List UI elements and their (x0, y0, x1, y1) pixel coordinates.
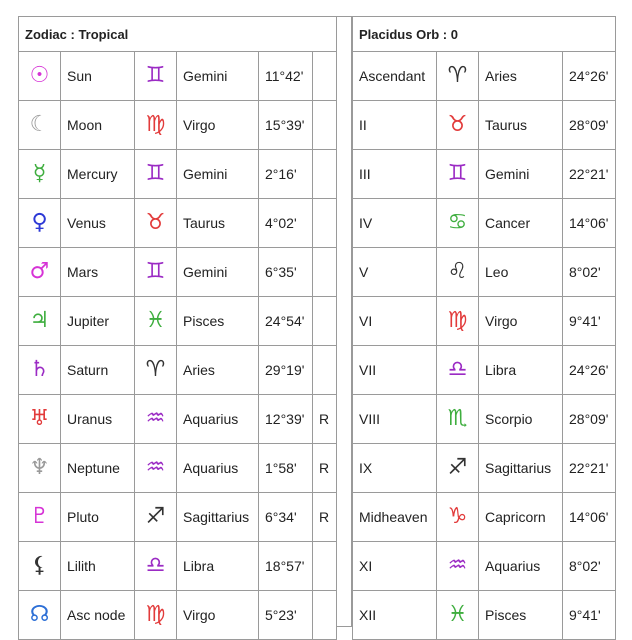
planet-name: Saturn (61, 346, 135, 395)
zodiac-header: Zodiac : Tropical (19, 17, 337, 52)
leo-icon: ♌ (447, 259, 468, 284)
planet-icon-cell (19, 542, 61, 591)
planet-name: Mars (61, 248, 135, 297)
degree-value: 8°02' (563, 542, 616, 591)
sign-name: Aries (177, 346, 259, 395)
planet-icon-cell (19, 346, 61, 395)
degree-value: 22°21' (563, 150, 616, 199)
house-row[interactable] (353, 150, 616, 199)
sign-name: Aries (479, 52, 563, 101)
aries-icon: ♈ (447, 63, 468, 88)
house-name: IV (353, 199, 437, 248)
planet-row[interactable] (19, 591, 337, 640)
planet-row[interactable] (19, 248, 337, 297)
mars-icon: ♂ (29, 259, 50, 284)
planet-row[interactable] (19, 395, 337, 444)
sign-name: Libra (479, 346, 563, 395)
house-name: VI (353, 297, 437, 346)
degree-value: 6°35' (259, 248, 313, 297)
saturn-icon: ♄ (29, 357, 50, 382)
virgo-icon: ♍ (447, 308, 468, 333)
sign-name: Virgo (479, 297, 563, 346)
planet-row[interactable] (19, 297, 337, 346)
sign-icon-cell (437, 493, 479, 542)
planet-row[interactable] (19, 542, 337, 591)
sign-icon-cell (437, 52, 479, 101)
house-row[interactable] (353, 297, 616, 346)
retrograde-flag: R (313, 395, 337, 444)
planet-row[interactable] (19, 199, 337, 248)
capricorn-icon: ♑ (447, 504, 468, 529)
planet-icon-cell (19, 101, 61, 150)
sign-name: Scorpio (479, 395, 563, 444)
aquarius-icon: ♒ (145, 455, 166, 480)
degree-value: 12°39' (259, 395, 313, 444)
retrograde-flag (313, 199, 337, 248)
sign-icon-cell (135, 248, 177, 297)
sign-icon-cell (135, 199, 177, 248)
degree-value: 4°02' (259, 199, 313, 248)
virgo-icon: ♍ (145, 112, 166, 137)
sign-icon-cell (135, 101, 177, 150)
asc-node-icon: ☊ (29, 602, 50, 627)
degree-value: 24°54' (259, 297, 313, 346)
sagittarius-icon: ♐ (447, 455, 468, 480)
retrograde-flag (313, 297, 337, 346)
house-name: Ascendant (353, 52, 437, 101)
house-row[interactable] (353, 199, 616, 248)
planet-name: Neptune (61, 444, 135, 493)
sign-icon-cell (135, 150, 177, 199)
venus-icon: ♀ (31, 210, 48, 235)
house-name: VII (353, 346, 437, 395)
sign-name: Gemini (177, 52, 259, 101)
degree-value: 24°26' (563, 52, 616, 101)
cancer-icon: ♋ (447, 210, 468, 235)
sign-name: Taurus (177, 199, 259, 248)
libra-icon: ♎ (145, 553, 166, 578)
mercury-icon: ☿ (32, 161, 47, 186)
house-row[interactable] (353, 101, 616, 150)
planet-name: Sun (61, 52, 135, 101)
sign-icon-cell (437, 248, 479, 297)
planet-row[interactable] (19, 52, 337, 101)
sign-name: Aquarius (177, 444, 259, 493)
gemini-icon: ♊ (145, 259, 166, 284)
sign-name: Pisces (479, 591, 563, 640)
planet-icon-cell (19, 199, 61, 248)
planet-name: Pluto (61, 493, 135, 542)
planet-icon-cell (19, 493, 61, 542)
table-separator (336, 16, 352, 627)
house-row[interactable] (353, 591, 616, 640)
sign-icon-cell (437, 395, 479, 444)
house-system-header: Placidus Orb : 0 (353, 17, 616, 52)
house-name: XI (353, 542, 437, 591)
aries-icon: ♈ (145, 357, 166, 382)
house-row[interactable] (353, 52, 616, 101)
sign-icon-cell (437, 346, 479, 395)
planet-name: Jupiter (61, 297, 135, 346)
sign-name: Leo (479, 248, 563, 297)
uranus-icon: ♅ (29, 406, 50, 431)
degree-value: 9°41' (563, 591, 616, 640)
sign-icon-cell (437, 444, 479, 493)
retrograde-flag (313, 591, 337, 640)
sign-icon-cell (135, 346, 177, 395)
sign-icon-cell (135, 542, 177, 591)
degree-value: 28°09' (563, 395, 616, 444)
libra-icon: ♎ (447, 357, 468, 382)
degree-value: 9°41' (563, 297, 616, 346)
planet-icon-cell (19, 591, 61, 640)
house-name: II (353, 101, 437, 150)
sign-icon-cell (135, 591, 177, 640)
pisces-icon: ♓ (145, 308, 166, 333)
retrograde-flag: R (313, 444, 337, 493)
sign-name: Aquarius (177, 395, 259, 444)
degree-value: 8°02' (563, 248, 616, 297)
degree-value: 18°57' (259, 542, 313, 591)
sign-icon-cell (437, 199, 479, 248)
planet-name: Venus (61, 199, 135, 248)
sign-name: Taurus (479, 101, 563, 150)
degree-value: 22°21' (563, 444, 616, 493)
retrograde-flag (313, 101, 337, 150)
retrograde-flag (313, 150, 337, 199)
planet-row[interactable] (19, 346, 337, 395)
sign-name: Virgo (177, 101, 259, 150)
house-name: VIII (353, 395, 437, 444)
sign-name: Virgo (177, 591, 259, 640)
degree-value: 28°09' (563, 101, 616, 150)
house-name: V (353, 248, 437, 297)
retrograde-flag: R (313, 493, 337, 542)
sign-icon-cell (135, 444, 177, 493)
houses-table (352, 16, 616, 640)
degree-value: 2°16' (259, 150, 313, 199)
retrograde-flag (313, 346, 337, 395)
scorpio-icon: ♏ (447, 406, 468, 431)
aquarius-icon: ♒ (145, 406, 166, 431)
sign-icon-cell (135, 52, 177, 101)
degree-value: 11°42' (259, 52, 313, 101)
sign-name: Capricorn (479, 493, 563, 542)
neptune-icon: ♆ (29, 455, 50, 480)
taurus-icon: ♉ (145, 210, 166, 235)
taurus-icon: ♉ (447, 112, 468, 137)
sign-icon-cell (437, 101, 479, 150)
planet-name: Asc node (61, 591, 135, 640)
planet-name: Mercury (61, 150, 135, 199)
planet-icon-cell (19, 297, 61, 346)
house-row[interactable] (353, 346, 616, 395)
planet-icon-cell (19, 444, 61, 493)
planet-name: Moon (61, 101, 135, 150)
planet-icon-cell (19, 395, 61, 444)
planets-table (18, 16, 337, 640)
retrograde-flag (313, 248, 337, 297)
house-name: III (353, 150, 437, 199)
degree-value: 24°26' (563, 346, 616, 395)
sign-name: Libra (177, 542, 259, 591)
sagittarius-icon: ♐ (145, 504, 166, 529)
house-row[interactable] (353, 444, 616, 493)
sign-name: Pisces (177, 297, 259, 346)
sign-icon-cell (437, 150, 479, 199)
sign-icon-cell (437, 542, 479, 591)
planet-row[interactable] (19, 444, 337, 493)
pluto-icon: ♇ (29, 504, 50, 529)
sign-icon-cell (437, 591, 479, 640)
house-row[interactable] (353, 395, 616, 444)
sign-icon-cell (437, 297, 479, 346)
planet-icon-cell (19, 150, 61, 199)
retrograde-flag (313, 542, 337, 591)
sign-icon-cell (135, 493, 177, 542)
jupiter-icon: ♃ (29, 308, 50, 333)
pisces-icon: ♓ (447, 602, 468, 627)
retrograde-flag (313, 52, 337, 101)
gemini-icon: ♊ (447, 161, 468, 186)
house-name: XII (353, 591, 437, 640)
gemini-icon: ♊ (145, 161, 166, 186)
planet-name: Lilith (61, 542, 135, 591)
degree-value: 5°23' (259, 591, 313, 640)
sign-icon-cell (135, 297, 177, 346)
moon-icon: ☾ (29, 112, 50, 137)
virgo-icon: ♍ (145, 602, 166, 627)
sign-name: Sagittarius (177, 493, 259, 542)
house-row[interactable] (353, 542, 616, 591)
planet-row[interactable] (19, 150, 337, 199)
degree-value: 15°39' (259, 101, 313, 150)
house-row[interactable] (353, 493, 616, 542)
planet-row[interactable] (19, 493, 337, 542)
degree-value: 1°58' (259, 444, 313, 493)
degree-value: 6°34' (259, 493, 313, 542)
aquarius-icon: ♒ (447, 553, 468, 578)
planet-icon-cell (19, 52, 61, 101)
degree-value: 14°06' (563, 199, 616, 248)
planet-icon-cell (19, 248, 61, 297)
sign-name: Gemini (479, 150, 563, 199)
house-name: Midheaven (353, 493, 437, 542)
degree-value: 29°19' (259, 346, 313, 395)
planet-name: Uranus (61, 395, 135, 444)
house-row[interactable] (353, 248, 616, 297)
sign-icon-cell (135, 395, 177, 444)
degree-value: 14°06' (563, 493, 616, 542)
sign-name: Aquarius (479, 542, 563, 591)
house-name: IX (353, 444, 437, 493)
sign-name: Gemini (177, 248, 259, 297)
sign-name: Cancer (479, 199, 563, 248)
sign-name: Gemini (177, 150, 259, 199)
lilith-icon: ⚸ (31, 553, 48, 578)
gemini-icon: ♊ (145, 63, 166, 88)
planet-row[interactable] (19, 101, 337, 150)
sign-name: Sagittarius (479, 444, 563, 493)
sun-icon: ☉ (29, 63, 50, 88)
